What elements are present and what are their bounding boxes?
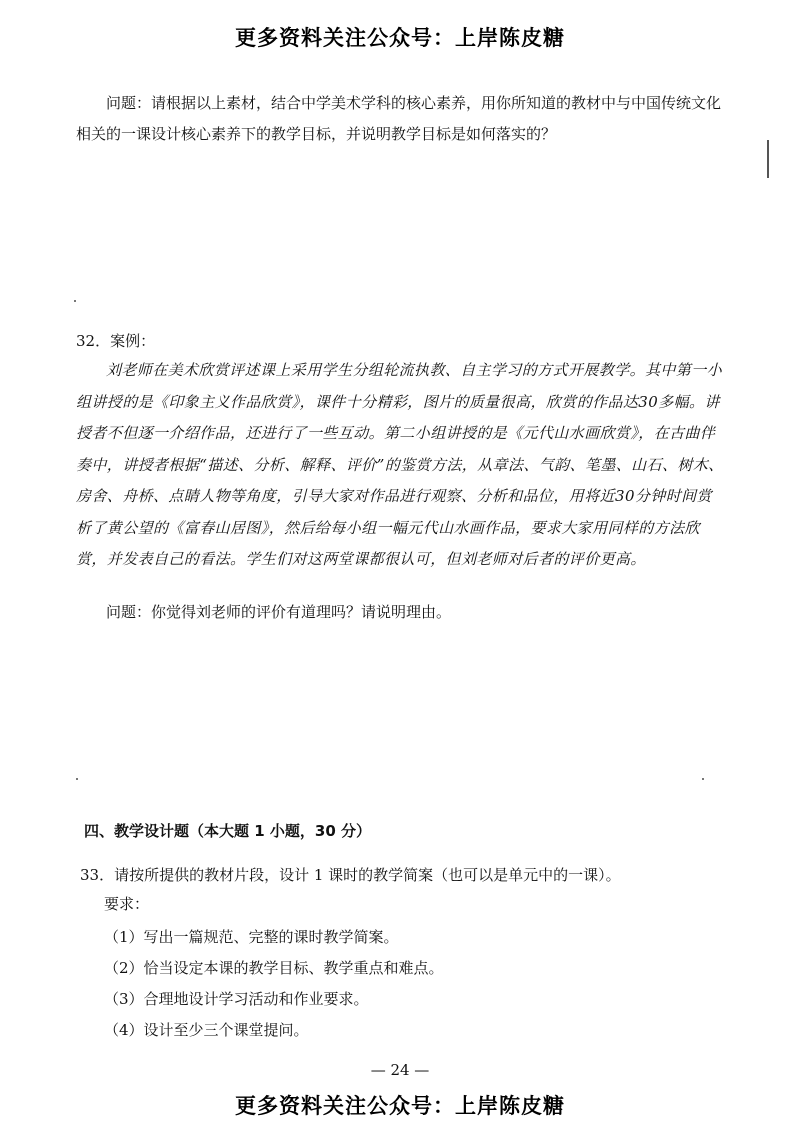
scan-dot bbox=[76, 778, 78, 780]
requirement-item: （3）合理地设计学习活动和作业要求。 bbox=[104, 990, 369, 1008]
scan-dot bbox=[702, 778, 704, 780]
q33-prompt: 33．请按所提供的教材片段，设计 1 课时的教学简案（也可以是单元中的一课）。 bbox=[80, 866, 621, 884]
header-banner: 更多资料关注公众号：上岸陈皮糖 bbox=[235, 26, 565, 50]
footer-banner: 更多资料关注公众号：上岸陈皮糖 bbox=[235, 1094, 565, 1118]
q32-case-text: 刘老师在美术欣赏评述课上采用学生分组轮流执教、自主学习的方式开展教学。其中第一小组讲授的是《印象主义作品欣赏》，课件十分精彩，图片的质量很高，欣赏的作品达30多幅。讲授者不但逐一介绍作品，还进行了一些互动。第二小组讲授的是《元代山水画欣赏》，在古曲伴奏中，讲授者根据“描述、分析、解释、评价”的鉴赏方法，从章法、气韵、笔墨、山石、树木、房舍、舟桥、点睛人物等角度，引导大家对作品进行观察、分析和品位，用将近30分钟时间赏析了黄公望的《富春山居图》，然后给每小组一幅元代山水画作品，要求大家用同样的方法欣赏，并发表自己的看法。学生们对这两堂课都很认可，但刘老师对后者的评价更高。 bbox=[76, 361, 724, 568]
scan-dot bbox=[74, 300, 76, 302]
requirement-item: （1）写出一篇规范、完整的课时教学简案。 bbox=[104, 928, 399, 946]
requirement-item: （4）设计至少三个课堂提问。 bbox=[104, 1021, 309, 1039]
requirement-item: （2）恰当设定本课的教学目标、教学重点和难点。 bbox=[104, 959, 444, 977]
q31-question: 问题：请根据以上素材，结合中学美术学科的核心素养，用你所知道的教材中与中国传统文化相关的一课设计核心素养下的教学目标，并说明教学目标是如何落实的？ bbox=[76, 94, 722, 143]
requirements-label: 要求： bbox=[104, 895, 150, 913]
q32-question: 问题：你觉得刘老师的评价有道理吗？请说明理由。 bbox=[106, 603, 452, 621]
q32-heading: 32．案例： bbox=[76, 332, 156, 350]
section-4-title: 四、教学设计题（本大题 1 小题，30 分） bbox=[84, 822, 371, 840]
scan-edge-mark bbox=[767, 140, 769, 178]
page-number: — 24 — bbox=[370, 1061, 430, 1079]
